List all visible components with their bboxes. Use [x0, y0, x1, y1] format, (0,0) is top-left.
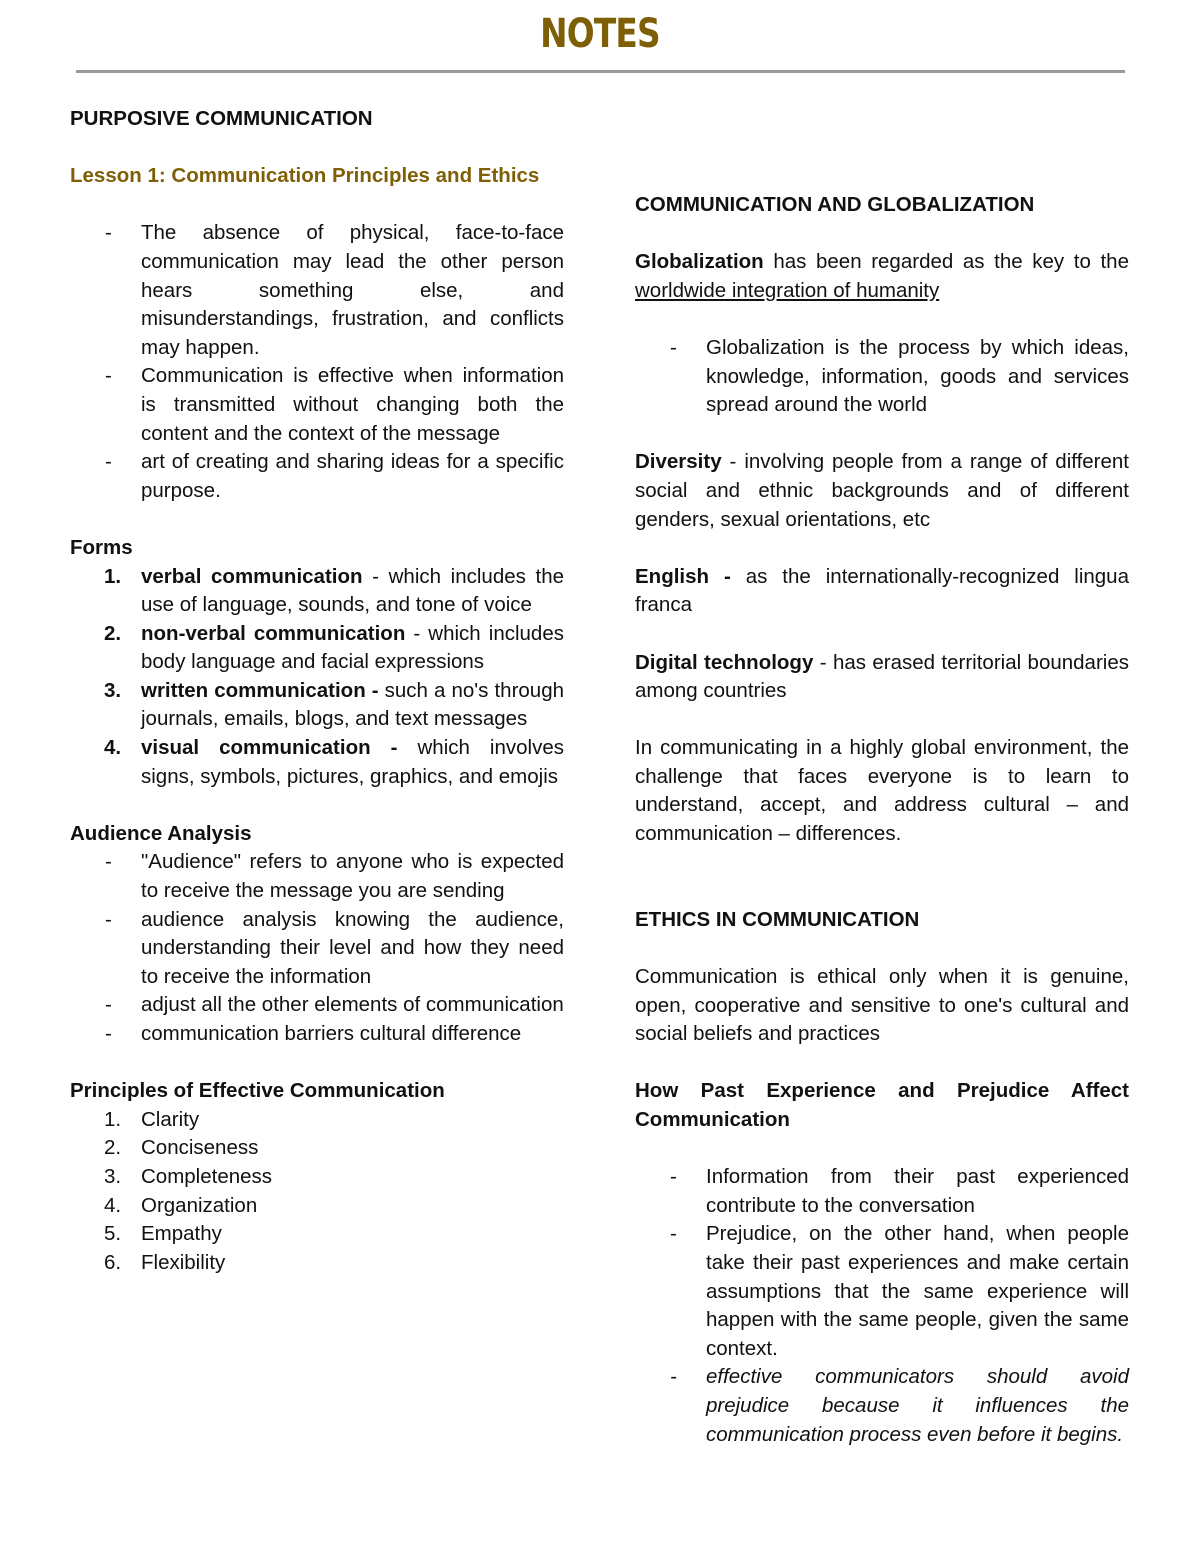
list-item: - Communication is effective when information is transmitted without changing both the content and the context of the message — [70, 362, 564, 448]
title-divider — [76, 70, 1125, 73]
list-number: 2. — [104, 621, 122, 645]
list-item: - art of creating and sharing ideas for a specific purpose. — [70, 448, 564, 505]
list-item — [70, 734, 564, 791]
list-item — [70, 1249, 564, 1278]
forms-heading: Forms — [70, 535, 133, 559]
list-number: 2. — [104, 1136, 122, 1160]
form-term: visual communication - — [141, 736, 398, 760]
globalization-paragraph — [635, 248, 1129, 305]
list-item: - Prejudice, on the other hand, when people take their past experiences and make certain assumptions that the same experience will happen with the same people, given the same context. — [635, 1220, 1129, 1363]
globalization-heading: COMMUNICATION AND GLOBALIZATION — [635, 193, 1035, 216]
list-number: 3. — [104, 678, 122, 702]
diversity-text: - involving people from a range of different social and ethnic backgrounds and of different genders, sexual orientations, etc — [635, 450, 1129, 531]
list-item: - communication barriers cultural difference — [70, 1020, 564, 1049]
diversity-paragraph — [635, 448, 1129, 534]
digital-paragraph — [635, 649, 1129, 706]
english-term: English - — [635, 564, 731, 588]
list-item — [70, 1192, 564, 1221]
list-item: - "Audience" refers to anyone who is expected to receive the message you are sending — [70, 848, 564, 905]
principle-text: Conciseness — [141, 1136, 259, 1160]
course-title: PURPOSIVE COMMUNICATION — [70, 107, 373, 130]
challenge-paragraph: In communicating in a highly global environment, the challenge that faces everyone is to learn to understand, accept, and address cultural – and communication – differences. — [635, 736, 1129, 846]
list-item: - The absence of physical, face-to-face communication may lead the other person hears something else, and misunderstandings, frustration, and conflicts may happen. — [70, 219, 564, 362]
globalization-text: has been regarded as the key to the — [763, 250, 1129, 274]
list-number: 1. — [104, 1107, 122, 1131]
principle-text: Clarity — [141, 1107, 200, 1131]
principles-heading: Principles of Effective Communication — [70, 1079, 445, 1103]
ethics-paragraph: Communication is ethical only when it is genuine, open, cooperative and sensitive to one's cultural and social beliefs and practices — [635, 965, 1129, 1046]
lesson-title: Lesson 1: Communication Principles and Ethics — [70, 164, 540, 188]
list-item — [70, 1220, 564, 1249]
list-number: 3. — [104, 1164, 122, 1188]
list-item — [70, 1163, 564, 1192]
list-item — [70, 620, 564, 677]
form-desc: - which includes the use of language, sounds, and tone of voice — [141, 564, 564, 617]
list-item: - Globalization is the process by which ideas, knowledge, information, goods and services spread around the world — [635, 334, 1129, 420]
audience-heading: Audience Analysis — [70, 821, 252, 845]
list-item: - audience analysis knowing the audience, understanding their level and how they need to receive the information — [70, 906, 564, 992]
principle-text: Completeness — [141, 1164, 273, 1188]
digital-term: Digital technology — [635, 650, 814, 674]
principles-list — [70, 1106, 564, 1278]
globalization-list — [635, 334, 1129, 420]
list-number: 4. — [104, 736, 122, 760]
form-desc: - which includes body language and facial expressions — [141, 621, 564, 674]
list-item — [70, 1134, 564, 1163]
list-item: - adjust all the other elements of communication — [70, 991, 564, 1020]
intro-list — [70, 219, 564, 505]
digital-text: - has erased territorial boundaries among countries — [635, 650, 1129, 703]
form-term: verbal communication — [141, 564, 363, 588]
prejudice-list — [635, 1163, 1129, 1449]
diversity-term: Diversity — [635, 450, 722, 474]
english-paragraph — [635, 563, 1129, 620]
form-desc: such a no's through journals, emails, blogs, and text messages — [141, 678, 564, 731]
list-number: 5. — [104, 1222, 122, 1246]
left-column — [70, 105, 564, 1277]
principle-text: Flexibility — [141, 1250, 226, 1274]
list-item: - effective communicators should avoid prejudice because it influences the communication process even before it begins. — [635, 1363, 1129, 1449]
list-number: 1. — [104, 564, 122, 588]
globalization-term: Globalization — [635, 250, 764, 274]
form-desc: which involves signs, symbols, pictures, graphics, and emojis — [141, 736, 564, 788]
audience-list — [70, 848, 564, 1048]
list-item: - Information from their past experienced contribute to the conversation — [635, 1163, 1129, 1220]
ethics-heading: ETHICS IN COMMUNICATION — [635, 907, 920, 931]
list-number: 6. — [104, 1250, 122, 1274]
prejudice-heading: How Past Experience and Prejudice Affect Communication — [635, 1079, 1129, 1131]
page-title: NOTES — [540, 11, 660, 57]
list-item — [70, 563, 564, 620]
forms-list — [70, 563, 564, 792]
form-term: non-verbal communication — [141, 621, 406, 645]
list-number: 4. — [104, 1193, 122, 1217]
globalization-underlined: worldwide integration of humanity — [635, 278, 940, 302]
principle-text: Organization — [141, 1193, 258, 1217]
list-item — [70, 1106, 564, 1135]
principle-text: Empathy — [141, 1222, 222, 1246]
right-column — [635, 191, 1129, 1449]
form-term: written communication - — [141, 678, 379, 702]
list-item — [70, 677, 564, 734]
english-text: as the internationally-recognized lingua franca — [635, 564, 1129, 617]
